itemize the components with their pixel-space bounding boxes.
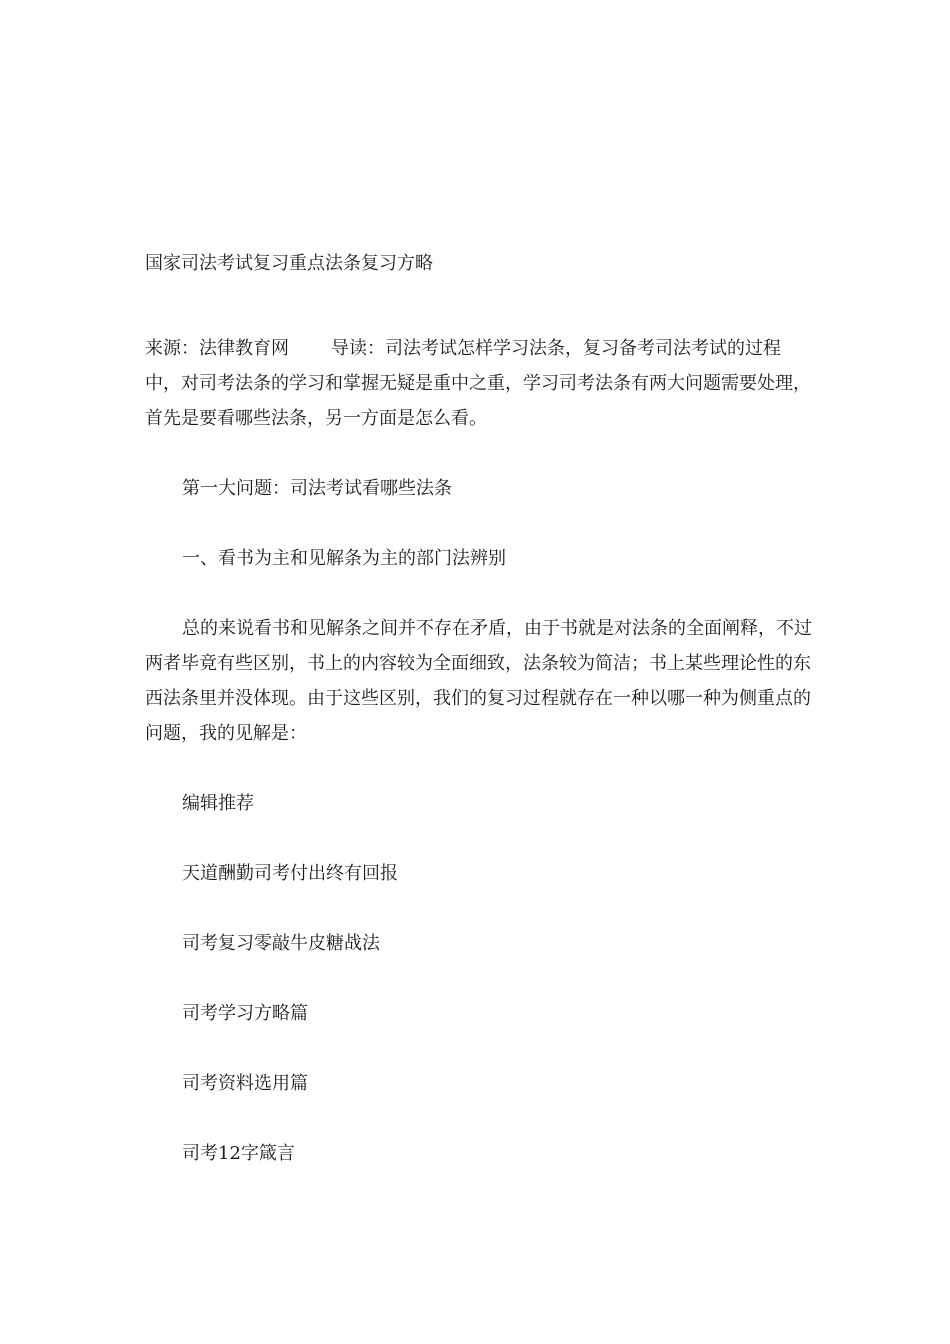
- intro-text: 导读：司法考试怎样学习法条，复习备考司法考试的过程中，对司考法条的学习和掌握无疑是重中之重，学习司考法条有两大问题需要处理，首先是要看哪些法条，另一方面是怎么看。: [145, 338, 811, 429]
- section-heading: 第一大问题：司法考试看哪些法条: [182, 478, 452, 499]
- body-paragraph: 总的来说看书和见解条之间并不存在矛盾，由于书就是对法条的全面阐释，不过两者毕竟有些区别，书上的内容较为全面细致，法条较为简洁；书上某些理论性的东西法条里并没体现。由于这些区别，我们的复习过程就存在一种以哪一种为侧重点的问题，我的见解是：: [145, 618, 812, 744]
- document-body: [145, 246, 815, 1206]
- recommend-link[interactable]: 司考资料选用篇: [182, 1073, 308, 1094]
- intro-paragraph: [145, 331, 815, 436]
- recommend-link[interactable]: 天道酬勤司考付出终有回报: [182, 863, 398, 884]
- recommend-link[interactable]: 司考学习方略篇: [182, 1003, 308, 1024]
- recommend-link[interactable]: 司考12字箴言: [182, 1143, 295, 1164]
- document-title: 国家司法考试复习重点法条复习方略: [145, 253, 433, 274]
- subsection-heading: 一、看书为主和见解条为主的部门法辨别: [182, 548, 506, 569]
- recommend-link[interactable]: 司考复习零敲牛皮糖战法: [182, 933, 380, 954]
- source-label: 来源：法律教育网: [145, 338, 289, 359]
- recommend-heading: 编辑推荐: [182, 793, 254, 814]
